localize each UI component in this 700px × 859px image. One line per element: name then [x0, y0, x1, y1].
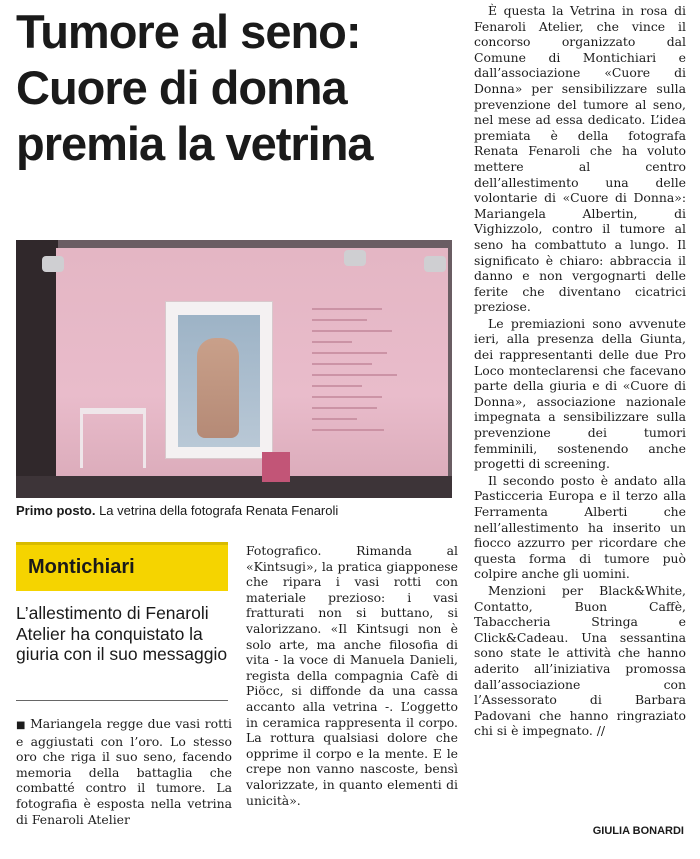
spotlight-icon: [42, 256, 64, 272]
spotlight-icon: [344, 250, 366, 266]
spotlight-icon: [424, 256, 446, 272]
photo-left-wall: [16, 240, 58, 498]
headline-line-3: premia la vetrina: [16, 117, 373, 170]
headline-line-1: Tumore al seno:: [16, 5, 361, 58]
article-column-2: [246, 543, 458, 808]
column-3-paragraph: Menzioni per Black&White, Contatto, Buon Caffè, Tabaccheria Stringa e Click&Cadeau. Una sessantina sono state le attività che hanno aderito all’iniziativa promossa dall’associazione con l’Assessorato di Barbara Padovani che hanno ringraziato chi si è impegnato. //: [474, 582, 686, 739]
headline: [16, 4, 466, 172]
column-3-paragraph: È questa la Vetrina in rosa di Fenaroli Atelier, che vince il concorso organizzato dal Comune di Montichiari e dall’associazione «Cuore di Donna» per sensibilizzare sulla prevenzione del tumore al seno, nel mese ad essa dedicato. L’idea premiata è della fotografa Renata Fenaroli che ha voluto mettere al centro dell’allestimento una delle volontarie di «Cuore di Donna»: Mariangela Albertin, di Vighizzolo, contro il tumore al seno ha combattuto a lungo. Il significato è chiaro: abbraccia il danno e non vergognarti delle ferite che diventano cicatrici preziose.: [474, 3, 686, 315]
portrait-figure: [197, 338, 239, 438]
subheadline: L’allestimento di Fenaroli Atelier ha conquistato la giuria con il suo messaggio: [16, 603, 228, 664]
caption-text: La vetrina della fotografa Renata Fenaroli: [95, 503, 339, 518]
column-2-text: Fotografico. Rimanda al «Kintsugi», la pratica giapponese che ripara i vasi rotti con materiale prezioso: i vasi fratturati non si buttano, si valorizzano. «Il Kintsugi non è solo arte, ma anche filosofia di vita - la voce di Manuela Danieli, regista della compagnia Cafè di Piöcc, si diffonde da una cassa accanto alla vetrina -. L’oggetto in ceramica rappresenta il corpo. La rottura qualsiasi dolore che opprime il corpo e la mente. E le crepe non vanno nascoste, bensì valorizzate, in quanto elementi di unicità».: [246, 543, 458, 808]
headline-line-2: Cuore di donna: [16, 61, 347, 114]
location-tag: [16, 542, 228, 591]
photo-caption: [16, 503, 456, 519]
column-3-paragraph: Le premiazioni sono avvenute ieri, alla presenza della Giunta, dei rappresentanti delle due Pro Loco monteclarensi che facevano parte della giuria e di «Cuore di Donna», associazione nazionale impegnata a sensibilizzare sulla prevenzione dei tumori femminili, sostenendo anche progetti di screening.: [474, 315, 686, 472]
column-1-text: ■ Mariangela regge due vasi rotti e aggiustati con l’oro. Lo stesso oro che riga il suo seno, facendo memoria della battaglia che combatté contro il tumore. La fotografia è esposta nella vetrina di Fenaroli Atelier: [16, 716, 232, 827]
photo-floor: [16, 476, 452, 498]
shop-window-photo: [16, 240, 452, 498]
divider: [16, 700, 228, 701]
contest-sign: [262, 452, 290, 482]
wall-text-panel: [312, 308, 412, 458]
location-tag-label: Montichiari: [28, 556, 135, 578]
column-3-paragraph: Il secondo posto è andato alla Pasticceria Europa e il terzo alla Ferramenta Alberti che nell’allestimento ha inserito un fiocco azzurro per ricordare che questa forma di tumore può colpire anche gli uomini.: [474, 472, 686, 582]
article-column-1: [16, 716, 232, 827]
article-column-3: [474, 3, 686, 739]
display-table: [80, 408, 146, 468]
caption-bold: Primo posto.: [16, 503, 96, 518]
author-byline: GIULIA BONARDI: [592, 825, 684, 837]
